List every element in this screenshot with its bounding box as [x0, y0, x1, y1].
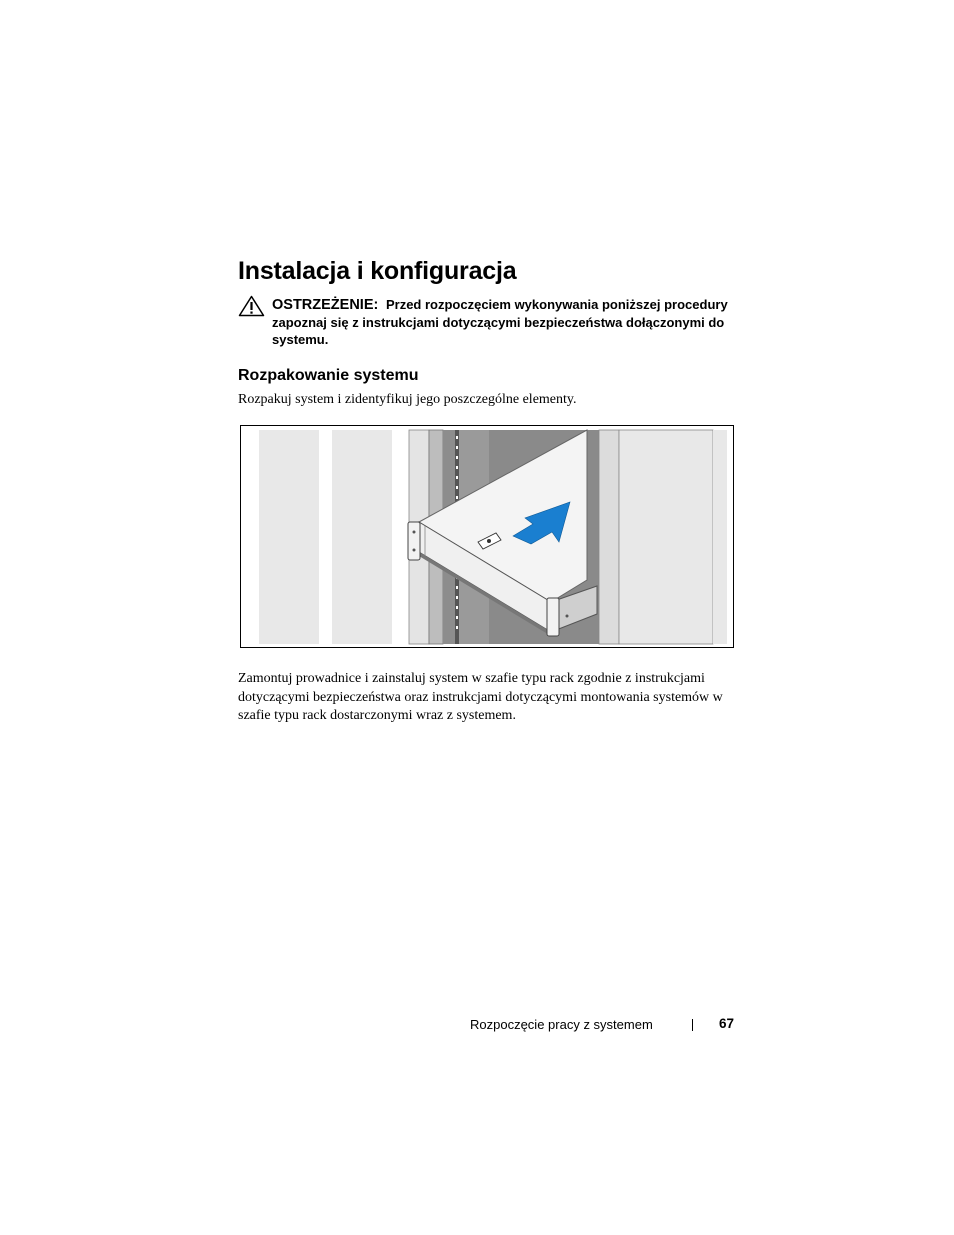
- warning-label: OSTRZEŻENIE:: [272, 297, 379, 313]
- warning-text: Przed rozpoczęciem wykonywania poniższej procedury zapoznaj się z instrukcjami dotyczącymi bezpieczeństwa dołączonymi do systemu.: [272, 297, 728, 347]
- footer-separator: [692, 1019, 693, 1031]
- section-heading: Rozpakowanie systemu: [238, 367, 419, 384]
- page-title: Instalacja i konfiguracja: [238, 257, 517, 285]
- rack-server-illustration: [241, 426, 733, 647]
- warning-notice: [272, 296, 742, 348]
- instructions-paragraph: Zamontuj prowadnice i zainstaluj system w szafie typu rack zgodnie z instrukcjami dotyczącymi bezpieczeństwa oraz instrukcjami dotyczącymi montowania systemów w szafie typu rack dostarczonymi wraz z systemem.: [238, 671, 723, 723]
- rack-installation-figure: [240, 425, 734, 648]
- warning-triangle-icon: [238, 295, 265, 317]
- intro-paragraph: Rozpakuj system i zidentyfikuj jego poszczególne elementy.: [238, 392, 577, 407]
- page-number: 67: [719, 1016, 735, 1031]
- footer-title: Rozpoczęcie pracy z systemem: [470, 1017, 653, 1032]
